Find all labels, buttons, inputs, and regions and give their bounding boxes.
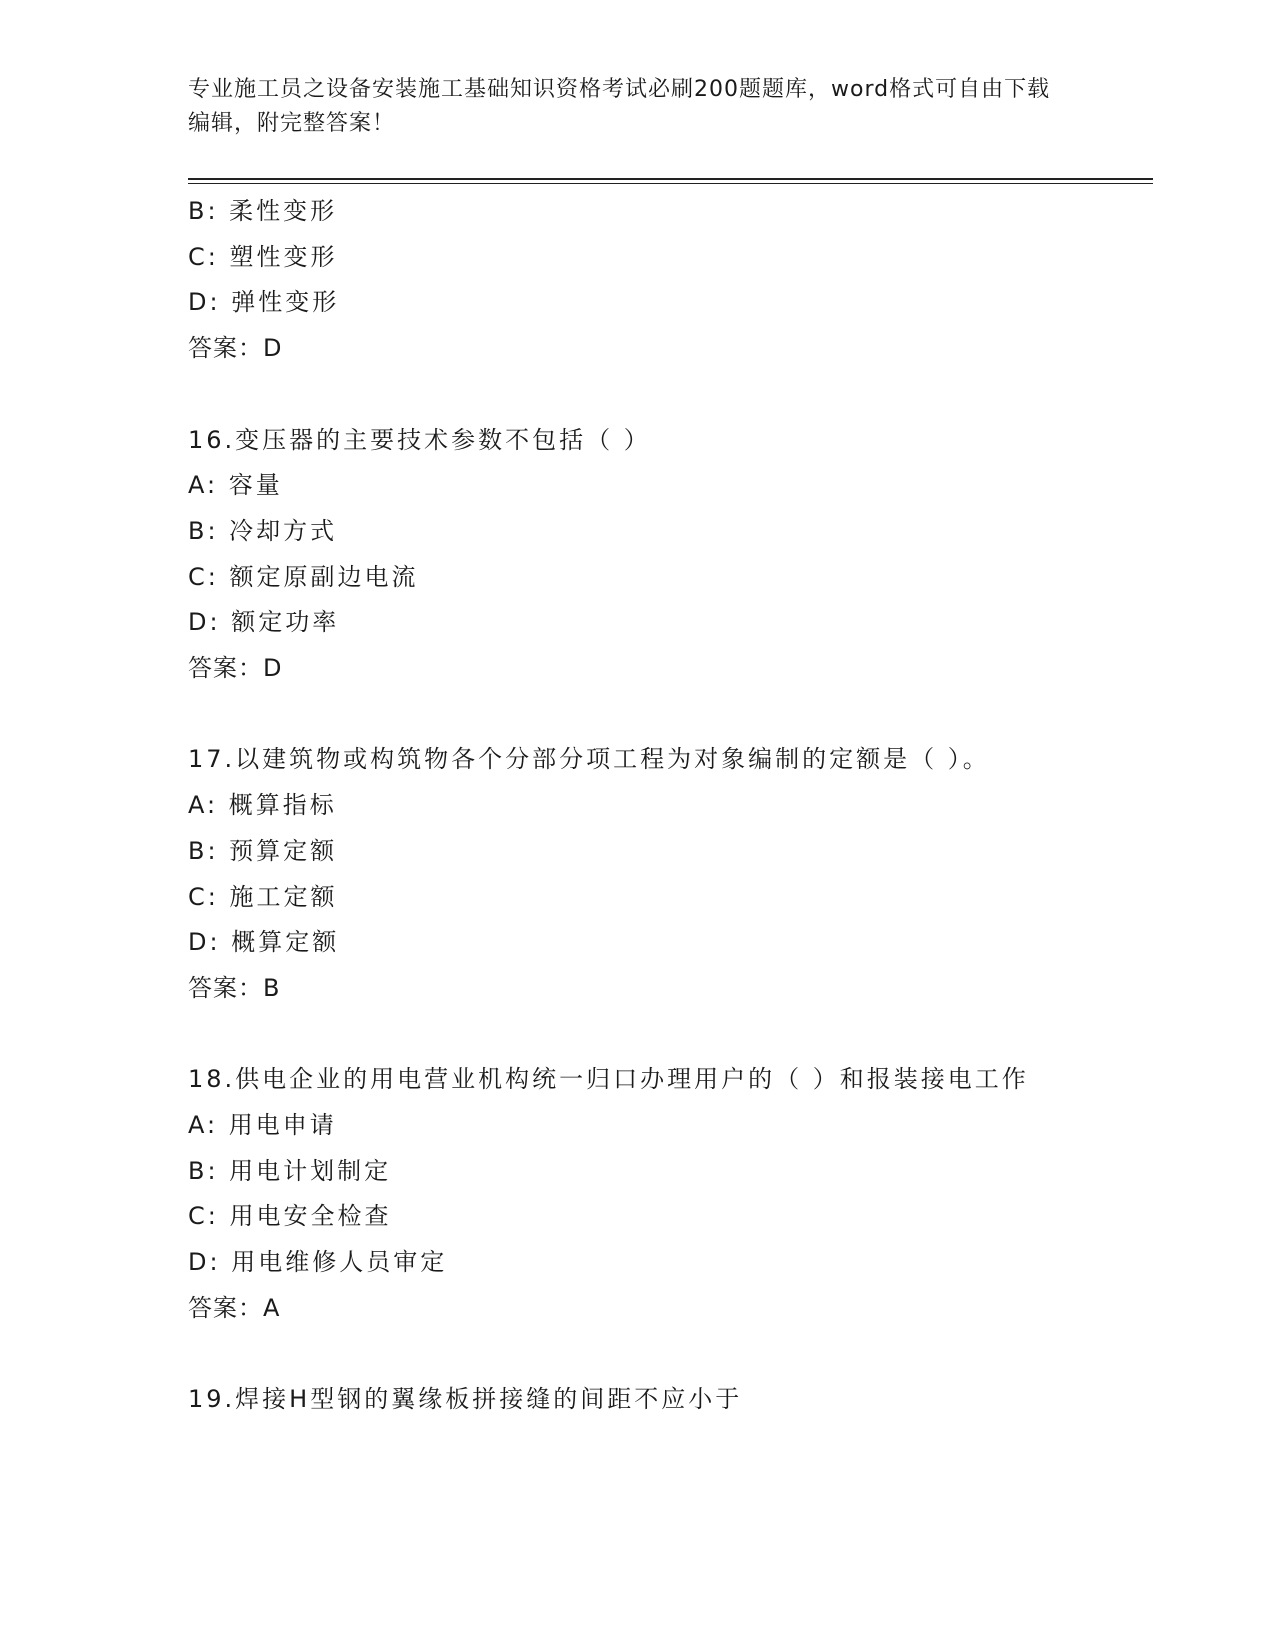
question-block-15 [188,189,1088,372]
option-d: D: 用电维修人员审定 [188,1248,448,1277]
option-b: B: 用电计划制定 [188,1156,392,1185]
option-c: C: 施工定额 [188,882,338,911]
question-block-16 [188,418,1088,692]
option-c: C: 塑性变形 [188,242,338,271]
question-text: 17.以建筑物或构筑物各个分部分项工程为对象编制的定额是（ ）。 [188,745,990,774]
answer-line: 答案：A [188,1293,281,1322]
question-text: 18.供电企业的用电营业机构统一归口办理用户的（ ）和报装接电工作 [188,1065,1029,1094]
option-a: A: 概算指标 [188,791,337,820]
option-d: D: 弹性变形 [188,288,340,317]
document-header: 专业施工员之设备安装施工基础知识资格考试必刷200题题库，word格式可自由下载编辑，附完整答案！ [188,77,1051,136]
option-a: A: 用电申请 [188,1111,337,1140]
answer-line: 答案：B [188,973,281,1002]
option-d: D: 概算定额 [188,928,340,957]
header-divider [188,178,1153,180]
option-c: C: 额定原副边电流 [188,562,419,591]
option-b: B: 冷却方式 [188,516,338,545]
question-list [188,189,1088,1423]
question-text: 19.焊接H型钢的翼缘板拼接缝的间距不应小于 [188,1385,743,1414]
option-b: B: 柔性变形 [188,197,338,225]
question-block-17 [188,737,1088,1011]
answer-line: 答案：D [188,334,283,363]
header-divider-thin [188,183,1153,184]
option-c: C: 用电安全检查 [188,1202,392,1231]
option-b: B: 预算定额 [188,836,338,865]
question-block-19 [188,1377,1088,1423]
option-a: A: 容量 [188,471,283,500]
option-d: D: 额定功率 [188,608,340,637]
question-block-18 [188,1057,1088,1331]
question-text: 16.变压器的主要技术参数不包括（ ） [188,425,651,454]
answer-line: 答案：D [188,654,283,683]
